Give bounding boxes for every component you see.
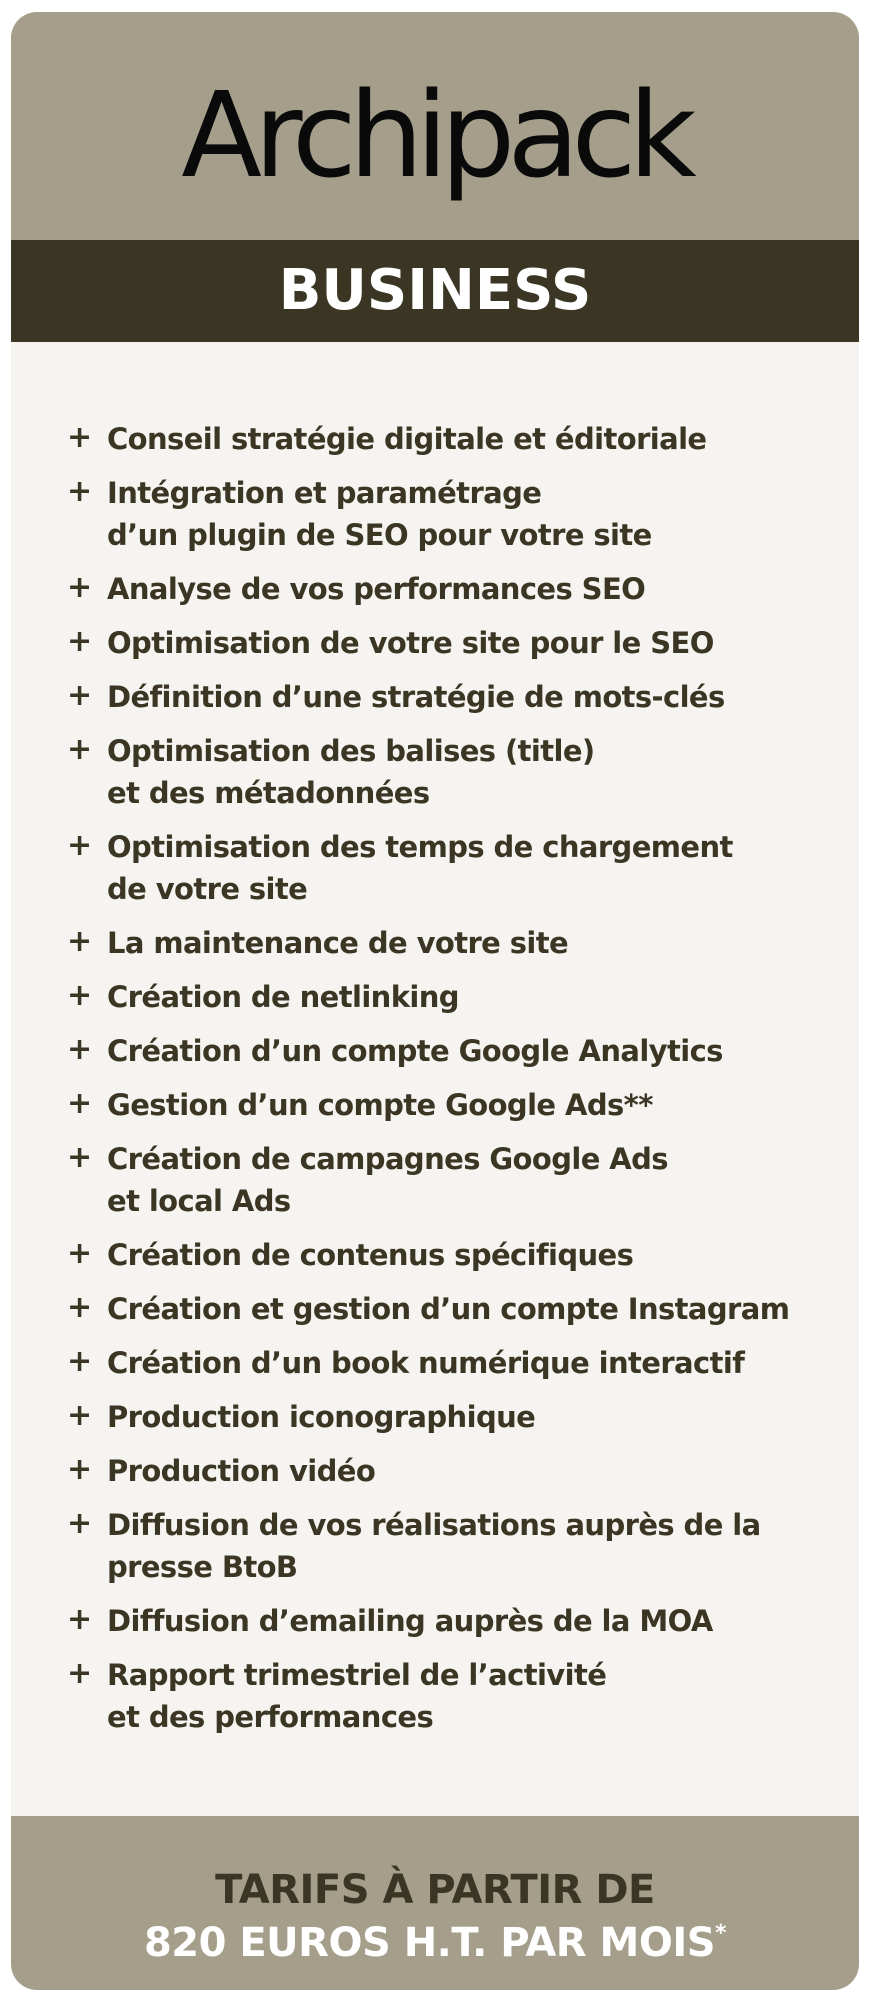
feature-item [11, 472, 859, 556]
feature-text: Création et gestion d’un compte Instagram [107, 1292, 790, 1326]
plus-icon: + [67, 1656, 92, 1691]
plus-icon: + [67, 1506, 92, 1541]
feature-text: Diffusion de vos réalisations auprès de la [107, 1508, 761, 1542]
plus-icon: + [67, 474, 92, 509]
price-amount [11, 1912, 859, 1965]
feature-text: et des métadonnées [107, 776, 430, 810]
plus-icon: + [67, 732, 92, 767]
feature-item [11, 1288, 859, 1330]
pricing-card [11, 12, 859, 1990]
plus-icon: + [67, 1344, 92, 1379]
feature-text: Production vidéo [107, 1454, 376, 1488]
feature-text: de votre site [107, 872, 308, 906]
feature-text: Conseil stratégie digitale et éditoriale [107, 422, 707, 456]
feature-item [11, 922, 859, 964]
feature-item [11, 1396, 859, 1438]
feature-text: Création d’un book numérique interactif [107, 1346, 745, 1380]
plus-icon: + [67, 1140, 92, 1175]
plus-icon: + [67, 924, 92, 959]
plan-header [11, 240, 859, 342]
plus-icon: + [67, 420, 92, 455]
plus-icon: + [67, 678, 92, 713]
feature-text: Analyse de vos performances SEO [107, 572, 646, 606]
feature-text: Définition d’une stratégie de mots-clés [107, 680, 725, 714]
feature-item [11, 1504, 859, 1588]
feature-text: presse BtoB [107, 1550, 298, 1584]
plus-icon: + [67, 1086, 92, 1121]
price-footnote-mark: * [715, 1921, 727, 1946]
feature-text: Diffusion d’emailing auprès de la MOA [107, 1604, 713, 1638]
feature-text: d’un plugin de SEO pour votre site [107, 518, 652, 552]
plus-icon: + [67, 1032, 92, 1067]
feature-text: Création de netlinking [107, 980, 459, 1014]
feature-text: et local Ads [107, 1184, 291, 1218]
feature-text: Création de contenus spécifiques [107, 1238, 634, 1272]
feature-item [11, 1138, 859, 1222]
feature-item [11, 976, 859, 1018]
plus-icon: + [67, 624, 92, 659]
plus-icon: + [67, 1290, 92, 1325]
feature-text: La maintenance de votre site [107, 926, 569, 960]
feature-item [11, 730, 859, 814]
price-amount-text: 820 EUROS H.T. PAR MOIS [143, 1920, 716, 1966]
brand-logo: Archipack [181, 66, 689, 204]
feature-item [11, 676, 859, 718]
plan-title: BUSINESS [278, 258, 592, 323]
plus-icon: + [67, 1398, 92, 1433]
feature-item [11, 1450, 859, 1492]
feature-item [11, 1084, 859, 1126]
feature-text: Intégration et paramétrage [107, 476, 542, 510]
feature-text: Création d’un compte Google Analytics [107, 1034, 723, 1068]
feature-item [11, 418, 859, 460]
feature-list [11, 418, 859, 1750]
feature-item [11, 1342, 859, 1384]
plus-icon: + [67, 978, 92, 1013]
feature-item [11, 826, 859, 910]
feature-text: Optimisation des temps de chargement [107, 830, 733, 864]
feature-item [11, 1234, 859, 1276]
feature-text: Création de campagnes Google Ads [107, 1142, 668, 1176]
feature-item [11, 1600, 859, 1642]
feature-item [11, 568, 859, 610]
feature-text: et des performances [107, 1700, 434, 1734]
pricing-footer [11, 1816, 859, 1990]
plus-icon: + [67, 828, 92, 863]
feature-text: Optimisation de votre site pour le SEO [107, 626, 714, 660]
brand-header [11, 12, 859, 240]
feature-text: Gestion d’un compte Google Ads** [107, 1088, 653, 1122]
feature-item [11, 1030, 859, 1072]
plus-icon: + [67, 1452, 92, 1487]
feature-item [11, 1654, 859, 1738]
feature-text: Optimisation des balises (title) [107, 734, 595, 768]
plus-icon: + [67, 570, 92, 605]
feature-text: Production iconographique [107, 1400, 536, 1434]
feature-text: Rapport trimestriel de l’activité [107, 1658, 607, 1692]
price-intro: TARIFS À PARTIR DE [215, 1867, 655, 1913]
plus-icon: + [67, 1602, 92, 1637]
feature-item [11, 622, 859, 664]
plus-icon: + [67, 1236, 92, 1271]
